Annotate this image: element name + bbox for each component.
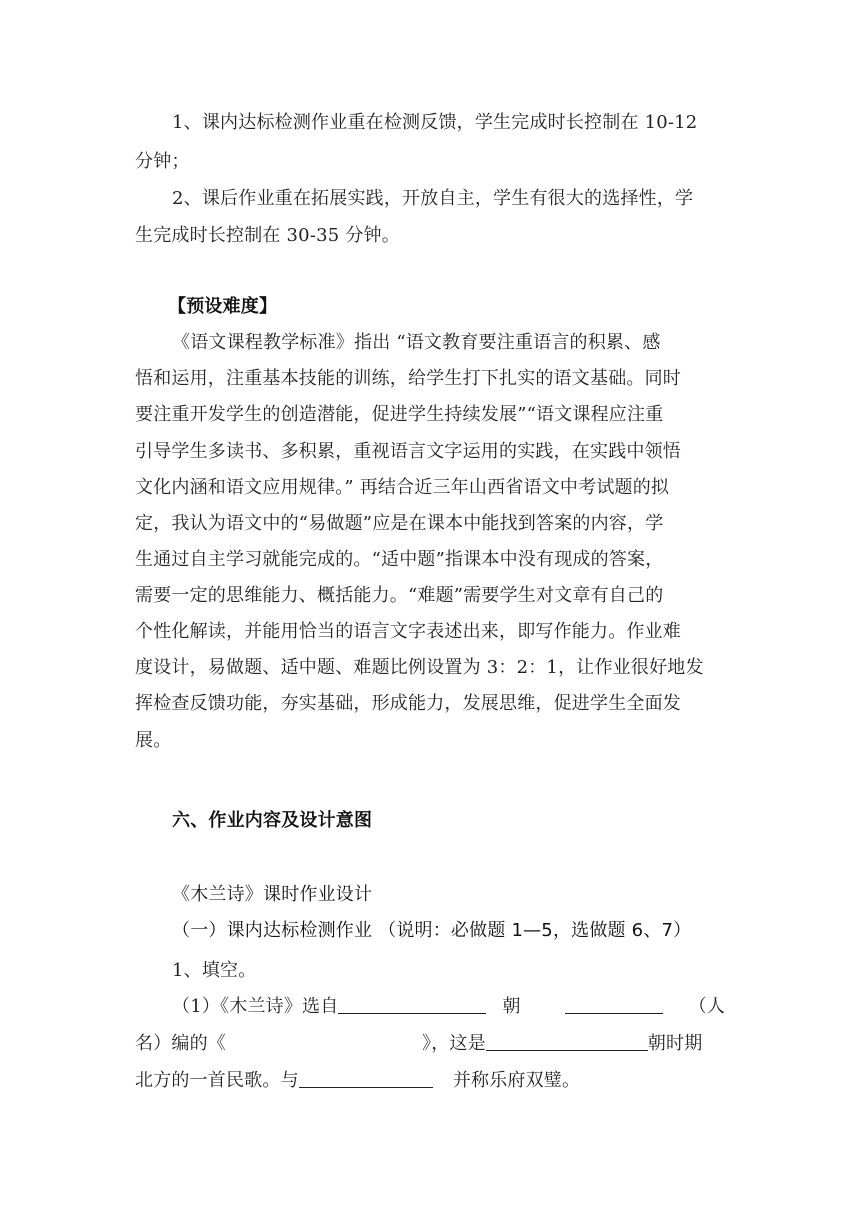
question-1-1-line-3 <box>135 1066 735 1092</box>
difficulty-paragraph-line: 度设计，易做题、适中题、难题比例设置为 3：2：1，让作业很好地发 <box>135 657 704 678</box>
question-1-1-line-2 <box>135 1029 735 1055</box>
difficulty-paragraph-line: 定，我认为语文中的“易做题”应是在课本中能找到答案的内容，学 <box>135 513 664 534</box>
question-1-1-line-1 <box>172 992 735 1018</box>
difficulty-paragraph-line: 引导学生多读书、多积累，重视语言文字运用的实践，在实践中领悟 <box>135 441 681 462</box>
question-text: （人 <box>688 996 726 1017</box>
question-text: 朝时期 <box>647 1033 703 1054</box>
difficulty-paragraph-line: 要注重开发学生的创造潜能，促进学生持续发展”“语文课程应注重 <box>135 404 664 425</box>
note-item-1-line-1: 1、课内达标检测作业重在检测反馈，学生完成时长控制在 10-12 <box>172 112 698 133</box>
difficulty-paragraph-line: 需要一定的思维能力、概括能力。“难题”需要学生对文章有自己的 <box>135 585 664 606</box>
difficulty-paragraph-line: 生通过自主学习就能完成的。“适中题”指课本中没有现成的答案， <box>135 549 664 570</box>
difficulty-paragraph-line: 展。 <box>135 730 172 751</box>
question-text: 并称乐府双璧。 <box>452 1070 581 1091</box>
difficulty-paragraph-line: 挥检查反馈功能，夯实基础，形成能力，发展思维，促进学生全面发 <box>135 693 681 714</box>
question-1-title: 1、填空。 <box>172 960 257 981</box>
question-text: 朝 <box>502 996 521 1017</box>
note-item-1-line-2: 分钟； <box>135 151 190 172</box>
note-item-2-line-2: 生完成时长控制在 30-35 分钟。 <box>135 225 400 246</box>
question-text: 名）编的《 <box>135 1033 226 1054</box>
difficulty-paragraph-line: 文化内涵和语文应用规律。” 再结合近三年山西省语文中考试题的拟 <box>135 477 670 498</box>
difficulty-paragraph-line: 《语文课程教学标准》指出 “语文教育要注重语言的积累、感 <box>172 332 661 353</box>
question-text: （1）《木兰诗》选自 <box>172 996 339 1017</box>
answer-blank[interactable] <box>565 995 663 1014</box>
note-item-2-line-1: 2、课后作业重在拓展实践，开放自主，学生有很大的选择性，学 <box>172 188 694 209</box>
answer-blank[interactable] <box>299 1069 433 1088</box>
question-text: 》，这是 <box>422 1033 486 1054</box>
difficulty-heading: 【预设难度】 <box>168 296 278 317</box>
answer-blank[interactable] <box>486 1032 648 1051</box>
homework-design-title: 《木兰诗》课时作业设计 <box>172 884 373 905</box>
answer-blank[interactable] <box>338 995 486 1014</box>
part-1-heading: （一）课内达标检测作业 （说明：必做题 1—5，选做题 6、7） <box>172 920 692 941</box>
difficulty-paragraph-line: 个性化解读，并能用恰当的语言文字表述出来，即写作能力。作业难 <box>135 621 681 642</box>
difficulty-paragraph-line: 悟和运用，注重基本技能的训练，给学生打下扎实的语文基础。同时 <box>135 368 681 389</box>
question-text: 北方的一首民歌。与 <box>135 1070 299 1091</box>
section-6-heading: 六、作业内容及设计意图 <box>172 810 373 831</box>
